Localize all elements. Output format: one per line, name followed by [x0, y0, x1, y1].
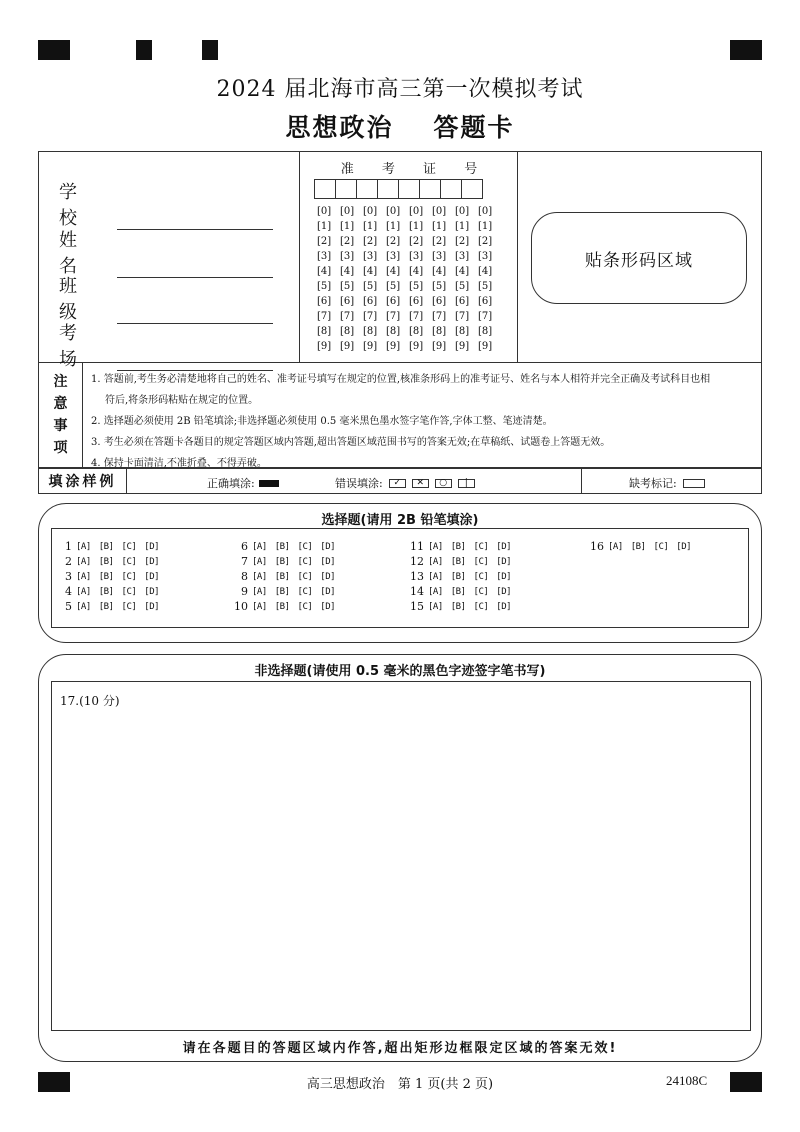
digit-bubble[interactable]: [1] [432, 221, 447, 232]
choice-column [230, 539, 343, 614]
digit-bubble[interactable]: [6] [386, 296, 401, 307]
option-bubble[interactable]: [D] [320, 586, 336, 597]
choice-column [54, 539, 167, 614]
digit-bubble[interactable]: [1] [386, 221, 401, 232]
question-number: 1 [65, 540, 72, 553]
digit-bubble[interactable]: [4] [386, 266, 401, 277]
choice-question [54, 569, 167, 584]
option-bubble[interactable]: [B] [630, 541, 646, 552]
digit-bubble[interactable]: [7] [432, 311, 447, 322]
question-number: 13 [410, 570, 424, 583]
cross-mark-icon: ✕ [412, 479, 429, 488]
digit-bubble[interactable]: [4] [432, 266, 447, 277]
digit-bubble[interactable]: [2] [478, 236, 493, 247]
question-number: 15 [410, 600, 424, 613]
option-bubble[interactable]: [D] [496, 571, 512, 582]
note-item: 4. 保持卡面清洁,不准折叠、不得弄破。 [91, 458, 267, 469]
absent-box[interactable] [683, 479, 705, 488]
digit-bubble[interactable]: [9] [409, 341, 424, 352]
choice-question [230, 569, 343, 584]
school-field[interactable] [59, 178, 273, 230]
question-number: 9 [241, 585, 248, 598]
option-bubble[interactable]: [B] [98, 586, 114, 597]
answer-warning: 请在各题目的答题区域内作答,超出矩形边框限定区域的答案无效! [182, 1041, 618, 1056]
choice-section [38, 503, 762, 643]
digit-bubble[interactable]: [8] [363, 326, 378, 337]
digit-bubble[interactable]: [5] [432, 281, 447, 292]
exam-number-row [317, 326, 501, 341]
question-17-label: 17.(10 分) [60, 694, 120, 708]
card-type: 答题卡 [433, 113, 515, 142]
option-bubble[interactable]: [C] [473, 586, 489, 597]
digit-bubble[interactable]: [5] [409, 281, 424, 292]
option-bubble[interactable]: [B] [274, 541, 290, 552]
digit-bubble[interactable]: [7] [409, 311, 424, 322]
question-number: 14 [410, 585, 424, 598]
option-bubble[interactable]: [C] [473, 571, 489, 582]
digit-bubble[interactable]: [3] [363, 251, 378, 262]
digit-bubble[interactable]: [9] [363, 341, 378, 352]
digit-bubble[interactable]: [4] [455, 266, 470, 277]
question-number: 4 [65, 585, 72, 598]
digit-bubble[interactable]: [2] [317, 236, 332, 247]
registration-mark-top-3 [202, 40, 218, 60]
exam-number-row [317, 251, 501, 266]
circle-mark-icon: ○ [435, 479, 452, 488]
choice-question [230, 539, 343, 554]
option-bubble[interactable]: [B] [274, 586, 290, 597]
option-bubble[interactable]: [B] [274, 601, 290, 612]
option-bubble[interactable]: [D] [496, 586, 512, 597]
choice-column [586, 539, 699, 554]
digit-bubble[interactable]: [8] [386, 326, 401, 337]
option-bubble[interactable]: [D] [144, 586, 160, 597]
question-number: 10 [234, 600, 248, 613]
question-number: 12 [410, 555, 424, 568]
choice-question [406, 569, 519, 584]
option-bubble[interactable]: [B] [450, 541, 466, 552]
digit-bubble[interactable]: [7] [478, 311, 493, 322]
question-number: 5 [65, 600, 72, 613]
option-bubble[interactable]: [C] [121, 556, 137, 567]
barcode-label: 贴条形码区域 [585, 250, 693, 271]
line-mark-icon: | [458, 479, 475, 488]
option-bubble[interactable]: [A] [428, 556, 443, 567]
digit-bubble[interactable]: [1] [317, 221, 332, 232]
option-bubble[interactable]: [C] [653, 541, 669, 552]
exam-room-label: 考 场 [59, 323, 89, 370]
notes-label: 注 意 事 项 [39, 362, 83, 467]
option-bubble[interactable]: [A] [428, 571, 443, 582]
option-bubble[interactable]: [B] [450, 601, 466, 612]
registration-mark-top-2 [136, 40, 152, 60]
digit-bubble[interactable]: [8] [317, 326, 332, 337]
option-bubble[interactable]: [A] [252, 601, 267, 612]
filled-swatch [259, 480, 279, 487]
option-bubble[interactable]: [B] [274, 571, 290, 582]
exam-number-row [317, 206, 501, 221]
digit-bubble[interactable]: [2] [340, 236, 355, 247]
question-number: 16 [590, 540, 604, 553]
digit-bubble[interactable]: [1] [363, 221, 378, 232]
card-title [0, 108, 800, 144]
exam-number-row [317, 281, 501, 296]
choice-question [406, 554, 519, 569]
digit-bubble[interactable]: [0] [340, 206, 355, 217]
digit-bubble[interactable]: [8] [409, 326, 424, 337]
option-bubble[interactable]: [D] [144, 541, 160, 552]
page-footer: 高三思想政治 第 1 页(共 2 页) [306, 1077, 494, 1092]
option-bubble[interactable]: [D] [144, 556, 160, 567]
digit-bubble[interactable]: [2] [409, 236, 424, 247]
digit-bubble[interactable]: [2] [432, 236, 447, 247]
question-number: 11 [410, 540, 424, 553]
option-bubble[interactable]: [C] [297, 601, 313, 612]
digit-bubble[interactable]: [4] [478, 266, 493, 277]
option-bubble[interactable]: [D] [496, 601, 512, 612]
exam-number-title: 准 考 证 号 [340, 162, 490, 177]
digit-bubble[interactable]: [6] [317, 296, 332, 307]
question-number: 2 [65, 555, 72, 568]
option-bubble[interactable]: [A] [608, 541, 623, 552]
digit-bubble[interactable]: [5] [386, 281, 401, 292]
option-bubble[interactable]: [C] [121, 586, 137, 597]
digit-bubble[interactable]: [0] [478, 206, 493, 217]
digit-bubble[interactable]: [0] [455, 206, 470, 217]
option-bubble[interactable]: [B] [98, 571, 114, 582]
digit-bubble[interactable]: [3] [340, 251, 355, 262]
note-item: 1. 答题前,考生务必清楚地将自己的姓名、准考证号填写在规定的位置,核准条形码上的准考证号、姓名与本人相符并完全正确及考试科目也相 [91, 374, 711, 385]
choice-title: 选择题(请用 2B 铅笔填涂) [321, 513, 479, 528]
choice-question [230, 554, 343, 569]
digit-bubble[interactable]: [2] [386, 236, 401, 247]
barcode-area [531, 212, 747, 304]
note-item: 3. 考生必须在答题卡各题目的规定答题区域内答题,超出答题区域范围书写的答案无效;在草稿纸、试题卷上答题无效。 [91, 437, 611, 448]
digit-bubble[interactable]: [9] [317, 341, 332, 352]
exam-number-row [317, 236, 501, 251]
option-bubble[interactable]: [B] [450, 556, 466, 567]
digit-bubble[interactable]: [3] [409, 251, 424, 262]
digit-bubble[interactable]: [0] [317, 206, 332, 217]
digit-bubble[interactable]: [6] [363, 296, 378, 307]
option-bubble[interactable]: [A] [76, 586, 91, 597]
digit-bubble[interactable]: [2] [363, 236, 378, 247]
option-bubble[interactable]: [C] [297, 541, 313, 552]
digit-bubble[interactable]: [7] [317, 311, 332, 322]
option-bubble[interactable]: [C] [121, 541, 137, 552]
choice-question [54, 599, 167, 614]
digit-bubble[interactable]: [7] [340, 311, 355, 322]
choice-question [230, 599, 343, 614]
exam-number-bubble-grid[interactable] [317, 206, 501, 356]
digit-bubble[interactable]: [5] [478, 281, 493, 292]
digit-bubble[interactable]: [4] [317, 266, 332, 277]
class-label: 班 级 [59, 276, 89, 323]
digit-bubble[interactable]: [3] [432, 251, 447, 262]
fill-sample-row [38, 468, 762, 494]
name-field[interactable] [59, 226, 273, 278]
digit-bubble[interactable]: [4] [409, 266, 424, 277]
exam-number-row [317, 341, 501, 356]
option-bubble[interactable]: [A] [428, 601, 443, 612]
option-bubble[interactable]: [C] [297, 586, 313, 597]
option-bubble[interactable]: [D] [320, 601, 336, 612]
absent-mark[interactable]: 缺考标记: [629, 475, 705, 491]
question-number: 8 [241, 570, 248, 583]
notes-list [91, 369, 755, 474]
digit-bubble[interactable]: [8] [455, 326, 470, 337]
fill-sample-label: 填涂样例 [39, 469, 127, 493]
digit-bubble[interactable]: [2] [455, 236, 470, 247]
choice-question [230, 584, 343, 599]
digit-bubble[interactable]: [0] [363, 206, 378, 217]
subject-name: 思想政治 [285, 113, 394, 142]
check-mark-icon: ✓ [389, 479, 406, 488]
digit-bubble[interactable]: [4] [340, 266, 355, 277]
option-bubble[interactable]: [A] [76, 556, 91, 567]
option-bubble[interactable]: [A] [76, 541, 91, 552]
choice-question [54, 554, 167, 569]
wrong-fill-sample: 错误填涂: ✓ ✕ ○ | [335, 475, 475, 491]
digit-bubble[interactable]: [0] [409, 206, 424, 217]
non-choice-section [38, 654, 762, 1062]
digit-bubble[interactable]: [9] [455, 341, 470, 352]
choice-question [406, 584, 519, 599]
digit-bubble[interactable]: [0] [432, 206, 447, 217]
registration-mark-top-left [38, 40, 70, 60]
digit-bubble[interactable]: [5] [317, 281, 332, 292]
exam-number-row [317, 311, 501, 326]
question-number: 7 [241, 555, 248, 568]
option-bubble[interactable]: [A] [252, 571, 267, 582]
option-bubble[interactable]: [A] [428, 541, 443, 552]
digit-bubble[interactable]: [9] [386, 341, 401, 352]
option-bubble[interactable]: [D] [320, 541, 336, 552]
non-choice-title: 非选择题(请使用 0.5 毫米的黑色字迹签字笔书写) [254, 664, 546, 679]
option-bubble[interactable]: [D] [676, 541, 692, 552]
note-item: 符后,将条形码粘贴在规定的位置。 [105, 395, 259, 406]
digit-bubble[interactable]: [9] [340, 341, 355, 352]
school-label: 学 校 [59, 182, 89, 229]
registration-mark-top-right [730, 40, 762, 60]
choice-question [406, 539, 519, 554]
digit-bubble[interactable]: [9] [478, 341, 493, 352]
digit-bubble[interactable]: [3] [455, 251, 470, 262]
option-bubble[interactable]: [C] [121, 571, 137, 582]
digit-bubble[interactable]: [8] [340, 326, 355, 337]
digit-bubble[interactable]: [8] [478, 326, 493, 337]
exam-number-row [317, 221, 501, 236]
option-bubble[interactable]: [C] [121, 601, 137, 612]
option-bubble[interactable]: [C] [297, 556, 313, 567]
option-bubble[interactable]: [D] [320, 571, 336, 582]
digit-bubble[interactable]: [6] [455, 296, 470, 307]
option-bubble[interactable]: [B] [274, 556, 290, 567]
option-bubble[interactable]: [A] [428, 586, 443, 597]
digit-bubble[interactable]: [7] [363, 311, 378, 322]
digit-bubble[interactable]: [9] [432, 341, 447, 352]
choice-answer-area [51, 528, 749, 628]
option-bubble[interactable]: [B] [450, 571, 466, 582]
correct-fill-sample: 正确填涂: [207, 475, 279, 491]
option-bubble[interactable]: [B] [98, 541, 114, 552]
digit-bubble[interactable]: [0] [386, 206, 401, 217]
choice-question [406, 599, 519, 614]
digit-bubble[interactable]: [5] [340, 281, 355, 292]
digit-bubble[interactable]: [1] [409, 221, 424, 232]
option-bubble[interactable]: [A] [252, 586, 267, 597]
option-bubble[interactable]: [C] [473, 556, 489, 567]
digit-bubble[interactable]: [1] [455, 221, 470, 232]
exam-number-row [317, 296, 501, 311]
option-bubble[interactable]: [C] [473, 541, 489, 552]
option-bubble[interactable]: [D] [496, 556, 512, 567]
note-item: 2. 选择题必须使用 2B 铅笔填涂;非选择题必须使用 0.5 毫米黑色墨水签字笔作答,字体工整、笔迹清楚。 [91, 416, 553, 427]
digit-bubble[interactable]: [3] [386, 251, 401, 262]
option-bubble[interactable]: [D] [496, 541, 512, 552]
digit-bubble[interactable]: [7] [455, 311, 470, 322]
choice-question [54, 584, 167, 599]
option-bubble[interactable]: [A] [76, 601, 91, 612]
digit-bubble[interactable]: [8] [432, 326, 447, 337]
digit-bubble[interactable]: [3] [478, 251, 493, 262]
option-bubble[interactable]: [B] [98, 601, 114, 612]
digit-bubble[interactable]: [6] [432, 296, 447, 307]
digit-bubble[interactable]: [4] [363, 266, 378, 277]
digit-bubble[interactable]: [5] [363, 281, 378, 292]
option-bubble[interactable]: [B] [450, 586, 466, 597]
question-number: 6 [241, 540, 248, 553]
digit-bubble[interactable]: [1] [340, 221, 355, 232]
option-bubble[interactable]: [C] [297, 571, 313, 582]
option-bubble[interactable]: [A] [252, 541, 267, 552]
option-bubble[interactable]: [A] [76, 571, 91, 582]
exam-title: 2024 届北海市高三第一次模拟考试 [216, 77, 584, 102]
student-info-box [38, 151, 762, 370]
digit-bubble[interactable]: [3] [317, 251, 332, 262]
choice-question [586, 539, 699, 554]
option-bubble[interactable]: [D] [144, 571, 160, 582]
digit-bubble[interactable]: [1] [478, 221, 493, 232]
question-number: 3 [65, 570, 72, 583]
exam-number-boxes[interactable] [315, 179, 483, 199]
digit-bubble[interactable]: [7] [386, 311, 401, 322]
digit-bubble[interactable]: [5] [455, 281, 470, 292]
class-field[interactable] [59, 272, 273, 324]
name-label: 姓 名 [59, 230, 89, 277]
option-bubble[interactable]: [C] [473, 601, 489, 612]
digit-bubble[interactable]: [6] [478, 296, 493, 307]
exam-number-row [317, 266, 501, 281]
option-bubble[interactable]: [D] [320, 556, 336, 567]
digit-bubble[interactable]: [6] [340, 296, 355, 307]
choice-column [406, 539, 519, 614]
paper-code: 24108C [666, 1073, 708, 1088]
choice-question [54, 539, 167, 554]
option-bubble[interactable]: [B] [98, 556, 114, 567]
answer-area-17[interactable] [51, 681, 751, 1031]
notes-section [38, 362, 762, 468]
digit-bubble[interactable]: [6] [409, 296, 424, 307]
option-bubble[interactable]: [D] [144, 601, 160, 612]
option-bubble[interactable]: [A] [252, 556, 267, 567]
